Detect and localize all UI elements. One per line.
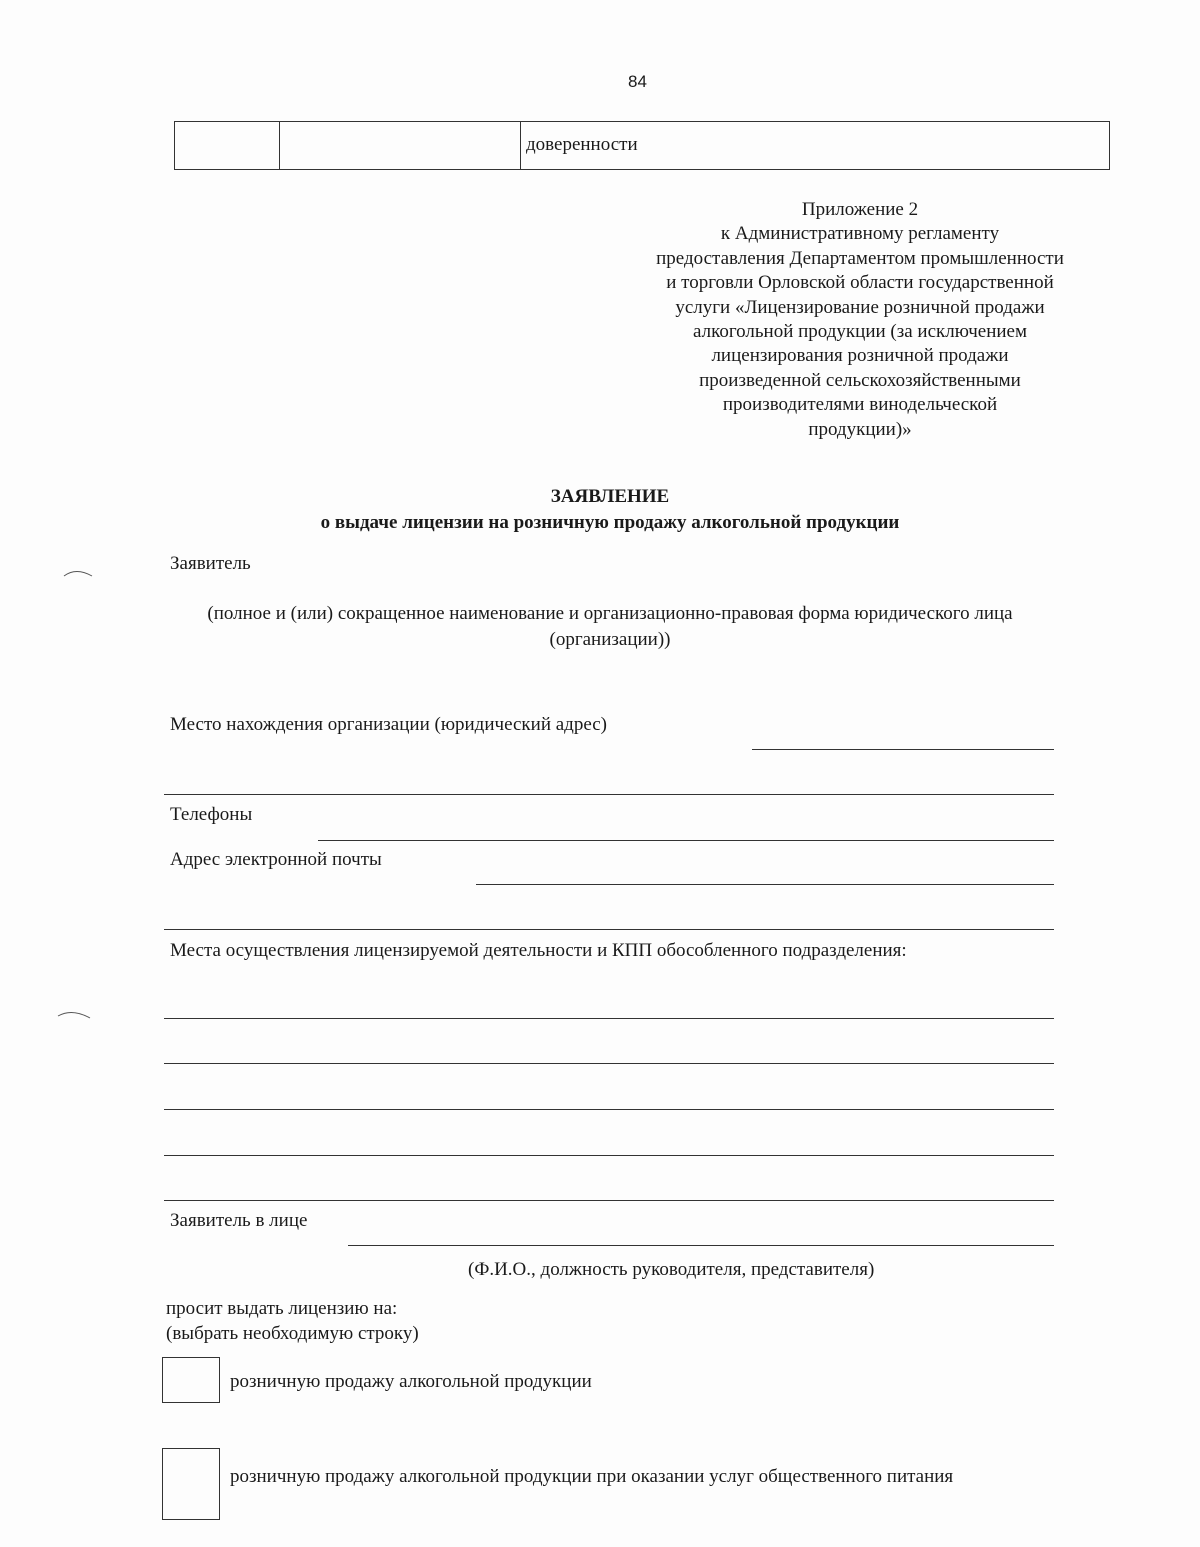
table-cell-empty-1 [175,122,280,169]
places-field-line-1[interactable] [164,1018,1054,1019]
table-cell-text: доверенности [526,134,638,155]
places-field-line-5[interactable] [164,1200,1054,1201]
pencil-mark-2 [56,1006,96,1022]
email-label: Адрес электронной почты [170,849,382,870]
title-main: ЗАЯВЛЕНИЕ [550,486,670,507]
represented-note: (Ф.И.О., должность руководителя, представителя) [468,1259,875,1280]
appendix-line: произведенной сельскохозяйственными [699,369,1021,391]
email-field-line-2[interactable] [164,929,1054,930]
page-number: 84 [628,72,647,91]
places-field-line-2[interactable] [164,1063,1054,1064]
table-cell-empty-2 [279,122,521,169]
phones-field-line[interactable] [318,840,1054,841]
appendix-line: продукции)» [808,418,912,440]
appendix-line: к Административному регламенту [720,223,1000,245]
appendix-line: алкогольной продукции (за исключением [692,321,1027,343]
option-2-label: розничную продажу алкогольной продукции при оказании услуг общественного питания [230,1466,954,1487]
applicant-label: Заявитель [170,553,251,574]
represented-label: Заявитель в лице [170,1210,308,1231]
title-sub: о выдаче лицензии на розничную продажу алкогольной продукции [320,512,900,533]
places-field-line-4[interactable] [164,1155,1054,1156]
appendix-header [620,198,1100,442]
appendix-line: производителями винодельческой [722,394,998,416]
address-field-line-1[interactable] [752,749,1054,750]
represented-field-line[interactable] [348,1245,1054,1246]
option-1-checkbox[interactable] [162,1357,220,1403]
address-label: Место нахождения организации (юридический адрес) [170,714,607,735]
option-2-checkbox[interactable] [162,1448,220,1520]
appendix-line: услуги «Лицензирование розничной продажи [675,296,1045,318]
request-label: просит выдать лицензию на: [166,1298,398,1319]
places-label: Места осуществления лицензируемой деятельности и КПП обособленного подразделения: [170,940,907,961]
request-hint: (выбрать необходимую строку) [166,1323,419,1344]
appendix-line: Приложение 2 [801,199,919,220]
applicant-note: (полное и (или) сокращенное наименование и организационно-правовая форма юридического лица (организации)) [207,603,1013,650]
appendix-line: предоставления Департаментом промышленности [656,247,1064,269]
address-field-line-2[interactable] [164,794,1054,795]
email-field-line-1[interactable] [476,884,1054,885]
appendix-line: лицензирования розничной продажи [711,345,1009,367]
document-title [0,484,1200,536]
places-field-line-3[interactable] [164,1109,1054,1110]
phones-label: Телефоны [170,804,253,825]
pencil-mark-1 [62,566,102,582]
appendix-line: и торговли Орловской области государственной [666,272,1054,294]
option-1-label: розничную продажу алкогольной продукции [230,1371,592,1392]
table-fragment [174,121,1110,170]
